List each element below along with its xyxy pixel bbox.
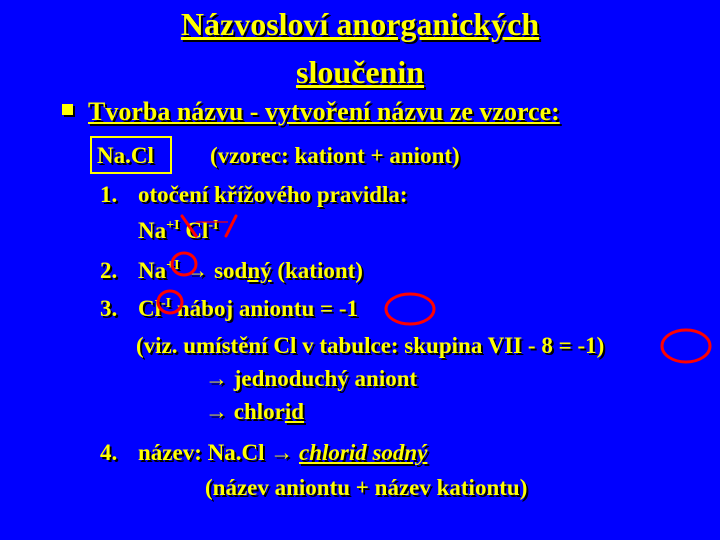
cross-arrow-right-icon <box>226 216 236 236</box>
step-1-text: otočení křížového pravidla: <box>138 182 408 207</box>
step-2-arrow: → sod <box>179 258 248 283</box>
step-3-explanation-close: ) <box>596 333 605 358</box>
step-1-cl: Cl <box>185 218 209 243</box>
step-3-chlorid-stem: → chlor <box>205 399 285 424</box>
step-number-4: 4. <box>100 440 118 465</box>
step-1-cl-charge: -I <box>208 218 219 233</box>
value-circle-step-3 <box>386 294 434 324</box>
value-circle-step-3-explanation <box>662 330 710 362</box>
step-3-cl: Cl <box>138 296 161 321</box>
formula-na: Na <box>97 143 126 168</box>
section-heading: Tvorba názvu - vytvoření názvu ze vzorce: <box>88 97 560 126</box>
step-3-chlorid <box>205 399 304 425</box>
formula-description: (vzorec: kationt + aniont) <box>210 143 460 168</box>
step-4-explanation: (název aniontu + název kationtu) <box>205 475 528 500</box>
step-1-formula <box>138 218 218 244</box>
step-3-chlorid-suffix: id <box>284 399 305 424</box>
step-number-3: 3. <box>100 296 118 321</box>
step-number-2: 2. <box>100 258 118 283</box>
step-2-text <box>138 258 363 284</box>
step-2-rest: (kationt) <box>271 258 363 283</box>
title-line-1: Názvosloví anorganických <box>180 6 540 42</box>
step-4-text <box>138 440 427 466</box>
step-3-explanation-text: (viz. umístění Cl v tabulce: skupina VII - 8 = <box>136 333 578 358</box>
step-3-value: -1 <box>338 296 359 321</box>
step-3-text <box>138 296 358 322</box>
step-3-simple-anion: → jednoduchý aniont <box>205 366 418 391</box>
formula-line: Na.Cl <box>97 143 154 168</box>
step-3-explanation <box>136 333 604 359</box>
step-3-charge: -I <box>161 296 172 311</box>
square-bullet-icon <box>62 104 73 115</box>
step-3-label: náboj aniontu = <box>171 296 339 321</box>
step-2-na: Na <box>138 258 167 283</box>
step-number-1: 1. <box>100 182 118 207</box>
step-4-compound-name: chlorid sodný <box>298 440 428 465</box>
step-1-na-charge: +I <box>166 218 180 233</box>
title-line-2: sloučenin <box>295 54 425 90</box>
step-3-explanation-value: -1 <box>577 333 597 358</box>
step-1-na: Na <box>138 218 167 243</box>
step-4-label: název: Na.Cl → <box>138 440 299 465</box>
formula-cl: Cl <box>130 143 154 168</box>
step-2-charge: +I <box>166 258 180 273</box>
step-2-suffix: ný <box>247 258 272 283</box>
